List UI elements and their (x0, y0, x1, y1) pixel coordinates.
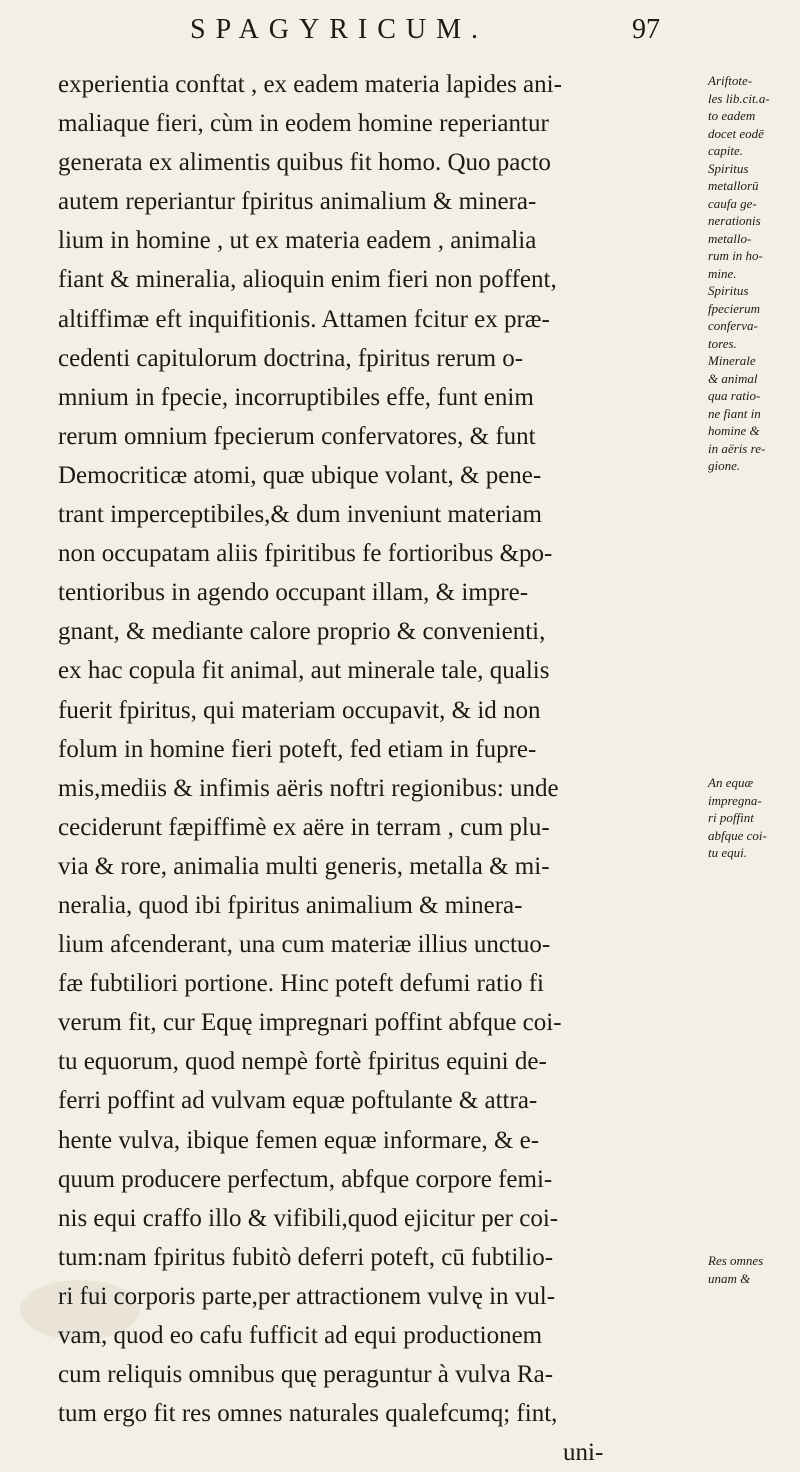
margin-note-line: in aëris re- (708, 440, 766, 456)
margin-note-line: Res omnes (708, 1253, 764, 1268)
margin-note-line: mine. (708, 265, 737, 281)
text-line: fiant & mineralia, alioquin enim fieri non poffent, (58, 266, 557, 294)
text-line: mnium in fpecie, incorruptibiles effe, funt enim (58, 383, 534, 411)
text-line: mis,mediis & infimis aëris noftri regionibus: unde (58, 774, 559, 802)
margin-note-line: ne fiant in (708, 405, 761, 421)
margin-note-line: qua ratio- (708, 388, 761, 403)
text-line: nis equi craffo illo & vifibili,quod ejicitur per coi- (58, 1204, 559, 1232)
margin-note-line: unam & (708, 1270, 751, 1286)
margin-note-line: ri poffint (708, 810, 754, 825)
text-line: vam, quod eo cafu fufficit ad equi productionem (58, 1322, 543, 1349)
text-line: tentioribus in agendo occupant illam, & impre- (58, 579, 529, 607)
text-line: fuerit fpiritus, qui materiam occupavit, & id non (58, 696, 541, 724)
running-title: SPAGYRICUM. (190, 14, 489, 45)
page-number: 97 (632, 14, 660, 45)
margin-note-line: An equæ (708, 775, 754, 790)
text-line: tum:nam fpiritus fubitò deferri poteft, cū fubtilio- (58, 1243, 554, 1271)
margin-note-line: metallo- (708, 230, 752, 246)
text-line: fæ fubtiliori portione. Hinc poteft defumi ratio fi (58, 970, 544, 998)
text-line: quum producere perfectum, abfque corpore femi- (58, 1165, 553, 1193)
text-line: cedenti capitulorum doctrina, fpiritus rerum o- (58, 344, 524, 372)
text-line: altiffimæ eft inquifitionis. Attamen fcitur ex præ- (58, 305, 550, 333)
text-line: ex hac copula fit animal, aut minerale tale, qualis (58, 657, 550, 685)
margin-note-line: Spiritus (708, 283, 749, 298)
text-line: tum ergo fit res omnes naturales qualefcumq; fint, (58, 1400, 558, 1428)
text-line: Democriticæ atomi, quæ ubique volant, & pene- (58, 461, 542, 489)
margin-note-line: Spiritus (708, 160, 749, 176)
margin-note-line: & animal (708, 370, 758, 386)
margin-note-line: abfque coi- (708, 827, 767, 843)
margin-note-aristotle (708, 72, 798, 475)
margin-note-line: caufa ge- (708, 195, 757, 211)
margin-note-line: Minerale (708, 353, 756, 368)
text-line: hente vulva, ibique femen equæ informare, & e- (58, 1126, 540, 1154)
margin-note-res-omnes (708, 1252, 798, 1287)
text-line: experientia conftat , ex eadem materia lapides ani- (58, 71, 562, 98)
text-line: folum in homine fieri poteft, fed etiam in fupre- (58, 735, 537, 763)
margin-note-line: homine & (708, 423, 760, 438)
text-line: via & rore, animalia multi generis, metalla & mi- (58, 852, 550, 880)
text-line: cum reliquis omnibus quę peraguntur à vulva Ra- (58, 1361, 554, 1389)
margin-note-line: les lib.cit.a- (708, 90, 770, 106)
margin-note-line: nerationis (708, 213, 761, 228)
margin-note-line: tu equi. (708, 845, 747, 860)
text-line: ri fui corporis parte,per attractionem vulvę in vul- (58, 1282, 556, 1310)
text-line: ferri poffint ad vulvam equæ poftulante & attra- (58, 1087, 538, 1115)
margin-note-line: gione. (708, 458, 741, 473)
text-line: trant imperceptibiles,& dum inveniunt materiam (58, 501, 542, 529)
text-line: generata ex alimentis quibus fit homo. Quo pacto (58, 149, 551, 177)
text-line: lium in homine , ut ex materia eadem , animalia (58, 227, 537, 255)
text-line: tu equorum, quod nempè fortè fpiritus equini de- (58, 1048, 547, 1076)
margin-note-line: capite. (708, 143, 744, 158)
text-line: ceciderunt fæpiffimè ex aëre in terram , cum plu- (58, 813, 550, 841)
margin-note-line: docet eodē (708, 125, 764, 141)
main-text-column (58, 65, 698, 1472)
text-line: lium afcenderant, una cum materiæ illius unctuo- (58, 931, 551, 959)
margin-note-line: confervа- (708, 318, 758, 333)
margin-note-line: fpecierum (708, 300, 760, 316)
margin-note-line: Ariftote- (708, 73, 753, 88)
margin-note-line: to eadem (708, 108, 756, 123)
text-line: verum fit, cur Equę impregnari poffint abfque coi- (58, 1009, 562, 1037)
catchword: uni- (563, 1439, 604, 1467)
margin-note-line: impregna- (708, 792, 762, 808)
text-line: gnant, & mediante calore proprio & convenienti, (58, 618, 546, 646)
margin-note-line: tores. (708, 335, 737, 351)
margin-note-line: rum in ho- (708, 248, 763, 263)
text-line: neralia, quod ibi fpiritus animalium & minera- (58, 891, 523, 919)
text-line: maliaque fieri, cùm in eodem homine reperiantur (58, 110, 549, 138)
text-line: non occupatam aliis fpiritibus fe fortioribus &po- (58, 540, 553, 568)
text-line: rerum omnium fpecierum confervatores, & funt (58, 422, 536, 450)
margin-note-equae (708, 774, 798, 862)
margin-note-line: metallorū (708, 178, 759, 193)
text-line: autem reperiantur fpiritus animalium & minera- (58, 188, 537, 216)
